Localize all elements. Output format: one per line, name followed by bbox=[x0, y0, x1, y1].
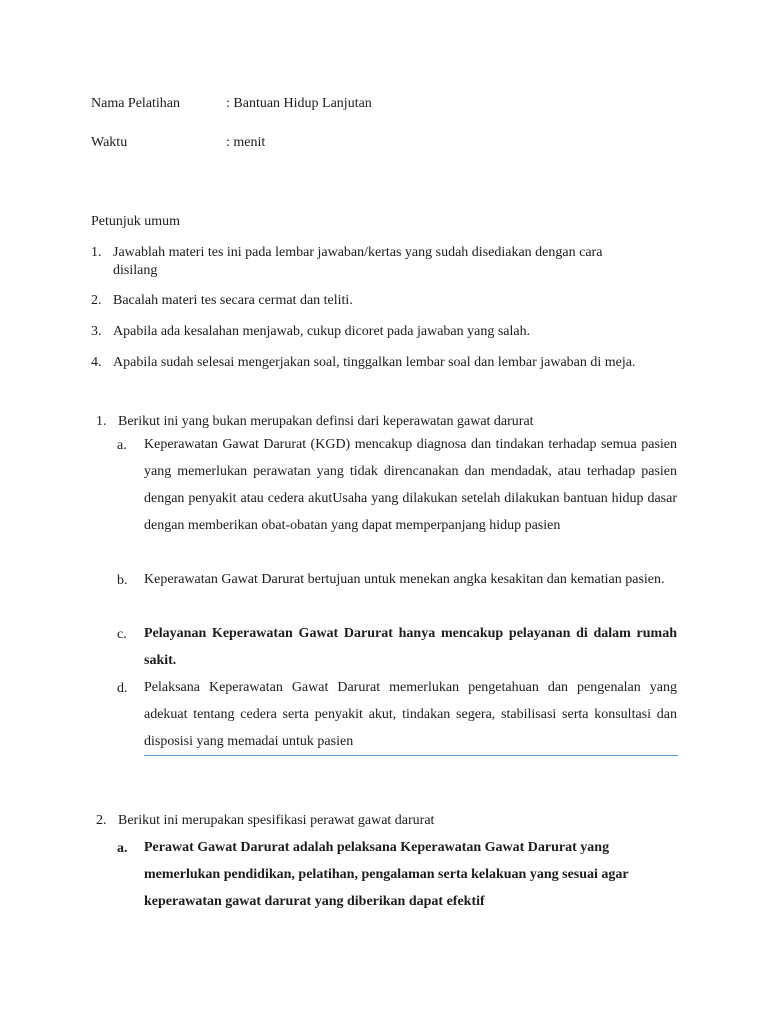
instruction-text: Bacalah materi tes secara cermat dan teliti. bbox=[113, 293, 353, 308]
question-text: Berikut ini merupakan spesifikasi perawat gawat darurat bbox=[118, 813, 435, 828]
training-value: : Bantuan Hidup Lanjutan bbox=[226, 96, 372, 111]
instruction-number: 1. bbox=[91, 245, 102, 260]
time-label: Waktu bbox=[91, 135, 128, 150]
instruction-number: 4. bbox=[91, 355, 102, 370]
option-letter: b. bbox=[117, 573, 128, 588]
time-value: : menit bbox=[226, 135, 266, 150]
training-label: Nama Pelatihan bbox=[91, 96, 181, 111]
instructions-title: Petunjuk umum bbox=[91, 214, 181, 229]
option-text: Pelaksana Keperawatan Gawat Darurat memerlukan pengetahuan dan pengenalan yang adekuat tentang cedera serta penyakit akut, tindakan segera, stabilisasi serta konsultasi dan disposisi yang memadai untuk pasien bbox=[144, 680, 677, 749]
question-number: 2. bbox=[96, 813, 107, 828]
instruction-number: 2. bbox=[91, 293, 102, 308]
divider-line bbox=[144, 755, 678, 756]
option-text: Keperawatan Gawat Darurat (KGD) mencakup diagnosa dan tindakan terhadap semua pasien yang memerlukan perawatan yang tidak direncanakan dan mendadak, atau terhadap pasien dengan penyakit atau cedera akutUsaha yang dilakukan setelah dilakukan bantuan hidup dasar dengan memberikan obat-obatan yang dapat memperpanjang hidup pasien bbox=[144, 437, 677, 533]
instruction-number: 3. bbox=[91, 324, 102, 339]
option-letter: d. bbox=[117, 681, 128, 696]
instruction-text: Apabila sudah selesai mengerjakan soal, tinggalkan lembar soal dan lembar jawaban di meja. bbox=[113, 355, 636, 370]
instruction-text-continued: disilang bbox=[113, 263, 158, 278]
question-number: 1. bbox=[96, 414, 107, 429]
question-text: Berikut ini yang bukan merupakan definsi dari keperawatan gawat darurat bbox=[118, 414, 534, 429]
option-text-correct: Perawat Gawat Darurat adalah pelaksana Keperawatan Gawat Darurat yang memerlukan pendidikan, pelatihan, pengalaman serta kelakuan yang sesuai agar keperawatan gawat darurat yang diberikan dapat efektif bbox=[144, 840, 629, 909]
option-text-correct: Pelayanan Keperawatan Gawat Darurat hanya mencakup pelayanan di dalam rumah sakit. bbox=[144, 626, 677, 668]
instruction-text: Jawablah materi tes ini pada lembar jawaban/kertas yang sudah disediakan dengan cara bbox=[113, 245, 603, 260]
option-letter: a. bbox=[117, 438, 127, 453]
instruction-text: Apabila ada kesalahan menjawab, cukup dicoret pada jawaban yang salah. bbox=[113, 324, 531, 339]
option-letter: a. bbox=[117, 841, 128, 856]
option-letter: c. bbox=[117, 627, 127, 642]
option-text: Keperawatan Gawat Darurat bertujuan untuk menekan angka kesakitan dan kematian pasien. bbox=[144, 572, 665, 587]
